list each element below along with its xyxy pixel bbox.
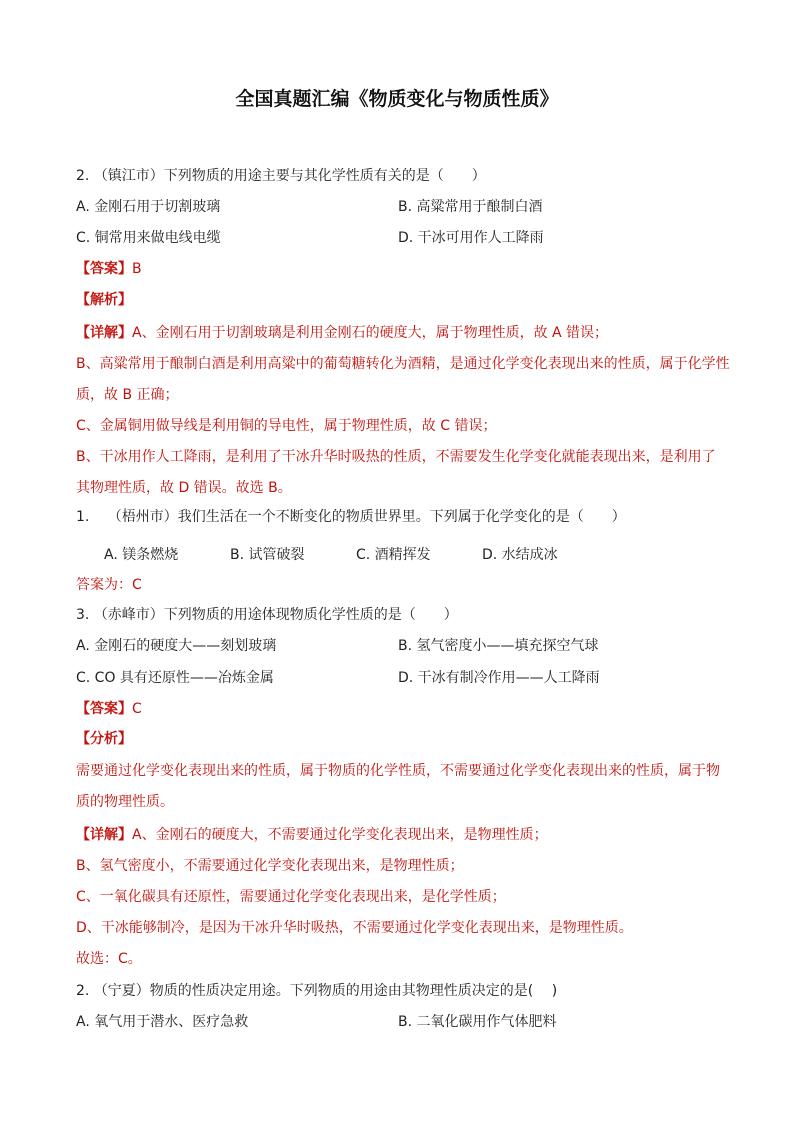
q2-option-d: D. 水结成冰 <box>482 547 558 563</box>
q3-detail-line: D、干冰能够制冷，是因为干冰升华时吸热，不需要通过化学变化表现出来，是物理性质。 <box>76 920 633 936</box>
q3-option-b: B. 氢气密度小——填充探空气球 <box>398 638 599 654</box>
q1-detail-line: 其物理性质，故 D 错误。故选 B。 <box>76 480 292 496</box>
q4-stem: 2. （宁夏）物质的性质决定用途。下列物质的用途由其物理性质决定的是( ) <box>76 983 558 999</box>
q1-detail-line: 质，故 B 正确； <box>76 387 179 403</box>
answer-label: 答案为： <box>76 577 132 593</box>
answer-label: 【答案】 <box>76 261 132 277</box>
q2-option-a: A. 镁条燃烧 <box>104 547 179 563</box>
detail-label: 【详解】 <box>76 827 132 843</box>
q3-analysis-line: 需要通过化学变化表现出来的性质，属于物质的化学性质，不需要通过化学变化表现出来的性质，属于物 <box>76 763 720 779</box>
answer-value: C <box>132 701 142 717</box>
q3-option-d: D. 干冰有制冷作用——人工降雨 <box>398 670 600 686</box>
q1-analysis-label: 【解析】 <box>76 292 132 308</box>
q4-option-a: A. 氧气用于潜水、医疗急救 <box>76 1014 249 1030</box>
detail-label: 【详解】 <box>76 325 132 341</box>
q3-answer <box>76 699 734 719</box>
detail-text: A、金刚石用于切割玻璃是利用金刚石的硬度大，属于物理性质，故 A 错误； <box>132 325 609 341</box>
q1-option-d: D. 干冰可用作人工降雨 <box>398 230 544 246</box>
q1-detail-line: B、干冰用作人工降雨，是利用了干冰升华时吸热的性质，不需要发生化学变化就能表现出来，是利用了 <box>76 449 716 465</box>
q3-detail-line <box>76 825 734 845</box>
answer-label: 【答案】 <box>76 701 132 717</box>
q1-option-b: B. 高粱常用于酿制白酒 <box>398 199 543 215</box>
answer-value: C <box>132 577 142 593</box>
q1-option-c: C. 铜常用来做电线电缆 <box>76 230 221 246</box>
q3-stem: 3. （赤峰市）下列物质的用途体现物质化学性质的是（ ） <box>76 607 458 623</box>
q1-option-a: A. 金刚石用于切割玻璃 <box>76 199 221 215</box>
q3-option-c: C. CO 具有还原性——冶炼金属 <box>76 670 274 686</box>
detail-text: A、金刚石的硬度大，不需要通过化学变化表现出来，是物理性质； <box>132 827 548 843</box>
q1-detail-line <box>76 323 734 343</box>
document-title: 全国真题汇编《物质变化与物质性质》 <box>235 88 559 110</box>
q3-analysis-line: 质的物理性质。 <box>76 794 174 810</box>
q3-detail-line: C、一氧化碳具有还原性，需要通过化学变化表现出来，是化学性质； <box>76 889 506 905</box>
q1-detail-line: C、金属铜用做导线是利用铜的导电性，属于物理性质，故 C 错误； <box>76 418 497 434</box>
q3-detail-line: 故选：C。 <box>76 951 142 967</box>
q3-analysis-label: 【分析】 <box>76 731 132 747</box>
q2-option-b: B. 试管破裂 <box>230 547 305 563</box>
q2-option-c: C. 酒精挥发 <box>356 547 431 563</box>
q2-stem: 1. （梧州市）我们生活在一个不断变化的物质世界里。下列属于化学变化的是（ ） <box>76 509 626 525</box>
q2-answer <box>76 575 734 595</box>
q1-answer <box>76 259 734 279</box>
q1-detail-line: B、高粱常用于酿制白酒是利用高粱中的葡萄糖转化为酒精，是通过化学变化表现出来的性质，属于化学性 <box>76 356 730 372</box>
q3-option-a: A. 金刚石的硬度大——刻划玻璃 <box>76 638 277 654</box>
q1-stem: 2. （镇江市）下列物质的用途主要与其化学性质有关的是（ ） <box>76 168 486 184</box>
answer-value: B <box>132 261 142 277</box>
q4-option-b: B. 二氧化碳用作气体肥料 <box>398 1014 557 1030</box>
q3-detail-line: B、氢气密度小，不需要通过化学变化表现出来，是物理性质； <box>76 858 464 874</box>
